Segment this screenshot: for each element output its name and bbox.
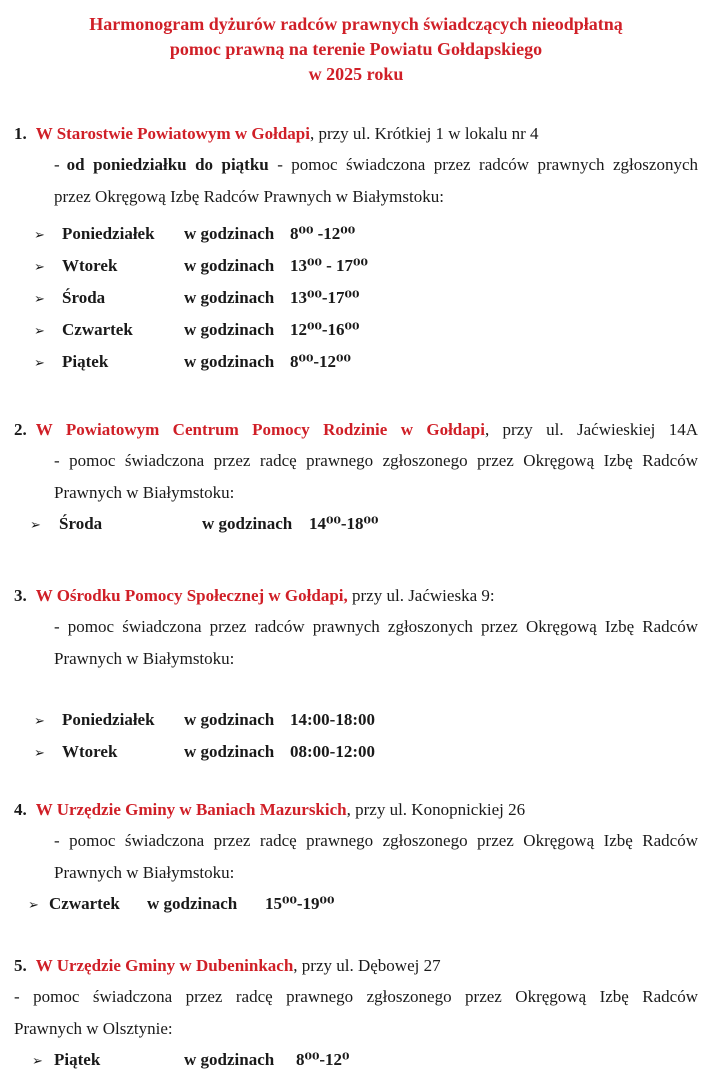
dash: -	[54, 155, 60, 174]
hours-label: w godzinach	[202, 514, 293, 533]
hours-label: w godzinach	[184, 224, 275, 243]
section-heading	[14, 581, 698, 611]
schedule-row	[14, 705, 698, 737]
section-heading	[14, 415, 698, 445]
description-line-2: Prawnych w Białymstoku:	[54, 863, 235, 882]
section-description	[54, 445, 698, 509]
section-location-name: W Powiatowym Centrum Pomocy Rodzinie w Gołdapi	[35, 420, 485, 439]
section-address: , przy ul. Konopnickiej 26	[346, 800, 526, 819]
description-line-1: - pomoc świadczona przez radcę prawnego zgłoszonego przez Okręgową Izbę Radców	[54, 831, 698, 850]
section-ug-dubeninki	[14, 951, 698, 1077]
day-label: Poniedziałek	[62, 224, 155, 243]
arrow-bullet-icon: ➢	[30, 518, 41, 533]
section-heading	[14, 795, 698, 825]
hours-label: w godzinach	[184, 256, 275, 275]
title-line-2: pomoc prawną na terenie Powiatu Gołdapskiego	[169, 39, 543, 59]
document-title	[40, 12, 672, 87]
description-line-2: przez Okręgową Izbę Radców Prawnych w Białymstoku:	[54, 187, 444, 206]
schedule-row	[14, 1045, 698, 1077]
description-line-2: Prawnych w Białymstoku:	[54, 483, 235, 502]
hours-label: w godzinach	[184, 288, 275, 307]
schedule-row	[14, 315, 698, 347]
time-range: 14:00-18:00	[290, 710, 375, 729]
description-line-1: - pomoc świadczona przez radców prawnych zgłoszonych przez Okręgową Izbę Radców	[54, 617, 698, 636]
arrow-bullet-icon: ➢	[28, 898, 39, 913]
time-range: 13⁰⁰ - 17⁰⁰	[290, 256, 368, 275]
schedule-row	[14, 283, 698, 315]
day-label: Wtorek	[62, 742, 118, 761]
day-label: Piątek	[54, 1050, 101, 1069]
schedule-list	[14, 889, 698, 921]
section-address: , przy ul. Jaćwieskiej 14A	[484, 420, 698, 439]
section-number: 4.	[14, 800, 27, 819]
section-description	[14, 981, 698, 1045]
section-number: 3.	[14, 586, 27, 605]
section-location-name: W Starostwie Powiatowym w Gołdapi	[35, 124, 310, 143]
schedule-row	[14, 251, 698, 283]
day-label: Środa	[62, 288, 106, 307]
time-range: 8⁰⁰-12⁰	[296, 1050, 350, 1069]
description-line-2: Prawnych w Olsztynie:	[14, 1019, 173, 1038]
day-label: Czwartek	[49, 894, 120, 913]
day-label: Poniedziałek	[62, 710, 155, 729]
section-description	[54, 149, 698, 213]
section-heading	[14, 951, 698, 981]
hours-label: w godzinach	[184, 320, 275, 339]
hours-label: w godzinach	[184, 352, 275, 371]
section-address: przy ul. Jaćwieska 9:	[347, 586, 495, 605]
time-range: 8⁰⁰-12⁰⁰	[290, 352, 351, 371]
time-range: 13⁰⁰-17⁰⁰	[290, 288, 360, 307]
hours-label: w godzinach	[147, 894, 238, 913]
schedule-list	[14, 219, 698, 379]
day-label: Piątek	[62, 352, 109, 371]
description-line-1	[54, 149, 698, 181]
schedule-list	[14, 1045, 698, 1077]
time-range: 15⁰⁰-19⁰⁰	[265, 894, 335, 913]
description-line-2: Prawnych w Białymstoku:	[54, 649, 235, 668]
arrow-bullet-icon: ➢	[34, 714, 45, 729]
section-number: 1.	[14, 124, 27, 143]
time-range: 12⁰⁰-16⁰⁰	[290, 320, 360, 339]
arrow-bullet-icon: ➢	[34, 228, 45, 243]
arrow-bullet-icon: ➢	[34, 324, 45, 339]
schedule-row	[14, 219, 698, 251]
arrow-bullet-icon: ➢	[34, 260, 45, 275]
title-line-3: w 2025 roku	[308, 64, 404, 84]
description-text: - pomoc świadczona przez radców prawnych zgłoszonych	[268, 155, 698, 174]
section-heading	[14, 119, 698, 149]
day-label: Wtorek	[62, 256, 118, 275]
arrow-bullet-icon: ➢	[34, 356, 45, 371]
section-number: 2.	[14, 420, 27, 439]
time-range: 8⁰⁰ -12⁰⁰	[290, 224, 356, 243]
hours-label: w godzinach	[184, 710, 275, 729]
section-pcpr	[14, 415, 698, 541]
hours-label: w godzinach	[184, 1050, 275, 1069]
day-label: Środa	[59, 514, 103, 533]
section-location-name: W Urzędzie Gminy w Baniach Mazurskich	[35, 800, 347, 819]
section-address: , przy ul. Dębowej 27	[293, 956, 441, 975]
schedule-row	[14, 737, 698, 769]
arrow-bullet-icon: ➢	[34, 292, 45, 307]
schedule-row	[14, 509, 698, 541]
section-location-name: W Ośrodku Pomocy Społecznej w Gołdapi,	[35, 586, 348, 605]
schedule-row	[14, 347, 698, 379]
time-range: 14⁰⁰-18⁰⁰	[309, 514, 379, 533]
section-starostwo-powiatowe	[14, 119, 698, 379]
schedule-list	[14, 705, 698, 769]
section-number: 5.	[14, 956, 27, 975]
weekday-range: od poniedziałku do piątku	[66, 155, 269, 174]
description-line-1: - pomoc świadczona przez radcę prawnego zgłoszonego przez Okręgową Izbę Radców	[54, 451, 698, 470]
description-line-1: - pomoc świadczona przez radcę prawnego zgłoszonego przez Okręgową Izbę Radców	[14, 987, 698, 1006]
title-line-1: Harmonogram dyżurów radców prawnych świadczących nieodpłatną	[89, 14, 623, 34]
section-address: , przy ul. Krótkiej 1 w lokalu nr 4	[309, 124, 539, 143]
schedule-list	[14, 509, 698, 541]
day-label: Czwartek	[62, 320, 133, 339]
schedule-row	[14, 889, 698, 921]
arrow-bullet-icon: ➢	[34, 746, 45, 761]
section-location-name: W Urzędzie Gminy w Dubeninkach	[35, 956, 294, 975]
section-description	[54, 611, 698, 675]
arrow-bullet-icon: ➢	[32, 1054, 43, 1069]
section-ops	[14, 581, 698, 769]
hours-label: w godzinach	[184, 742, 275, 761]
section-description	[54, 825, 698, 889]
time-range: 08:00-12:00	[290, 742, 375, 761]
section-ug-banie-mazurskie	[14, 795, 698, 921]
